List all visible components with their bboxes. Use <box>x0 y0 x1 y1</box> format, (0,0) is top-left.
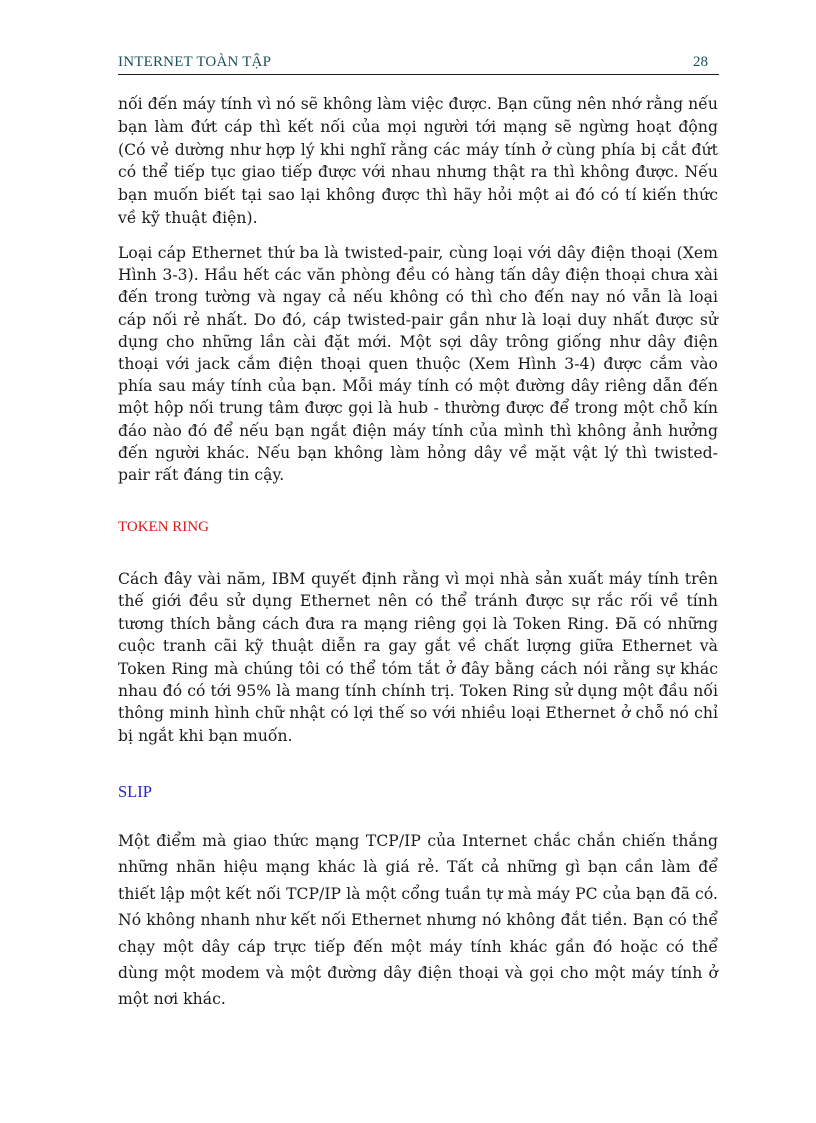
paragraph-slip: Một điểm mà giao thức mạng TCP/IP của Internet chắc chắn chiến thắng những nhãn hiệu mạng khác là giá rẻ. Tất cả những gì bạn cần làm để thiết lập một kết nối TCP/IP là một cổng tuần tự mà máy PC của bạn đã có. Nó không nhanh như kết nối Ethernet nhưng nó không đắt tiền. Bạn có thể chạy một dây cáp trực tiếp đến một máy tính khác gần đó hoặc có thể dùng một modem và một đường dây điện thoại và gọi cho một máy tính ở một nơi khác. <box>118 832 718 1009</box>
paragraph-cable-disconnect: nối đến máy tính vì nó sẽ không làm việc được. Bạn cũng nên nhớ rằng nếu bạn làm đứt cáp thì kết nối của mọi người tới mạng sẽ ngừng hoạt động (Có vẻ dường như hợp lý khi nghĩ rằng các máy tính ở cùng phía bị cắt đứt có thể tiếp tục giao tiếp được với nhau nhưng thật ra thì không được. Nếu bạn muốn biết tại sao lại không được thì hãy hỏi một ai đó có tí kiến thức về kỹ thuật điện). <box>118 95 718 227</box>
heading-token-ring: TOKEN RING <box>118 519 209 535</box>
book-title: INTERNET TOÀN TẬP <box>118 54 272 70</box>
paragraph-token-ring: Cách đây vài năm, IBM quyết định rằng vì mọi nhà sản xuất máy tính trên thế giới đều sử dụng Ethernet nên có thể tránh được sự rắc rối về tính tương thích bằng cách đưa ra mạng riêng gọi là Token Ring. Đã có những cuộc tranh cãi kỹ thuật diễn ra gay gắt về chất lượng giữa Ethernet và Token Ring mà chúng tôi có thể tóm tắt ở đây bằng cách nói rằng sự khác nhau đó có tới 95% là mang tính chính trị. Token Ring sử dụng một đầu nối thông minh hình chữ nhật có lợi thế so với nhiều loại Ethernet ở chỗ nó chỉ bị ngắt khi bạn muốn. <box>118 570 718 745</box>
heading-slip: SLIP <box>118 782 152 801</box>
paragraph-twisted-pair: Loại cáp Ethernet thứ ba là twisted-pair, cùng loại với dây điện thoại (Xem Hình 3-3). Hầu hết các văn phòng đều có hàng tấn dây điện thoại chưa xài đến trong tường và ngay cả nếu không có thì cho đến nay nó vẫn là loại cáp nối rẻ nhất. Do đó, cáp twisted-pair gần như là loại duy nhất được sử dụng cho những lần cài đặt mới. Một sợi dây trông giống như dây điện thoại với jack cắm điện thoại quen thuộc (Xem Hình 3-4) được cắm vào phía sau máy tính của bạn. Mỗi máy tính có một đường dây riêng dẫn đến một hộp nối trung tâm được gọi là hub - thường được để trong một chỗ kín đáo nào đó để nếu bạn ngắt điện máy tính của mình thì không ảnh hưởng đến người khác. Nếu bạn không làm hỏng dây về mặt vật lý thì twisted-pair rất đáng tin cậy. <box>118 244 718 485</box>
page-number: 28 <box>693 54 708 70</box>
page-header <box>118 52 719 75</box>
